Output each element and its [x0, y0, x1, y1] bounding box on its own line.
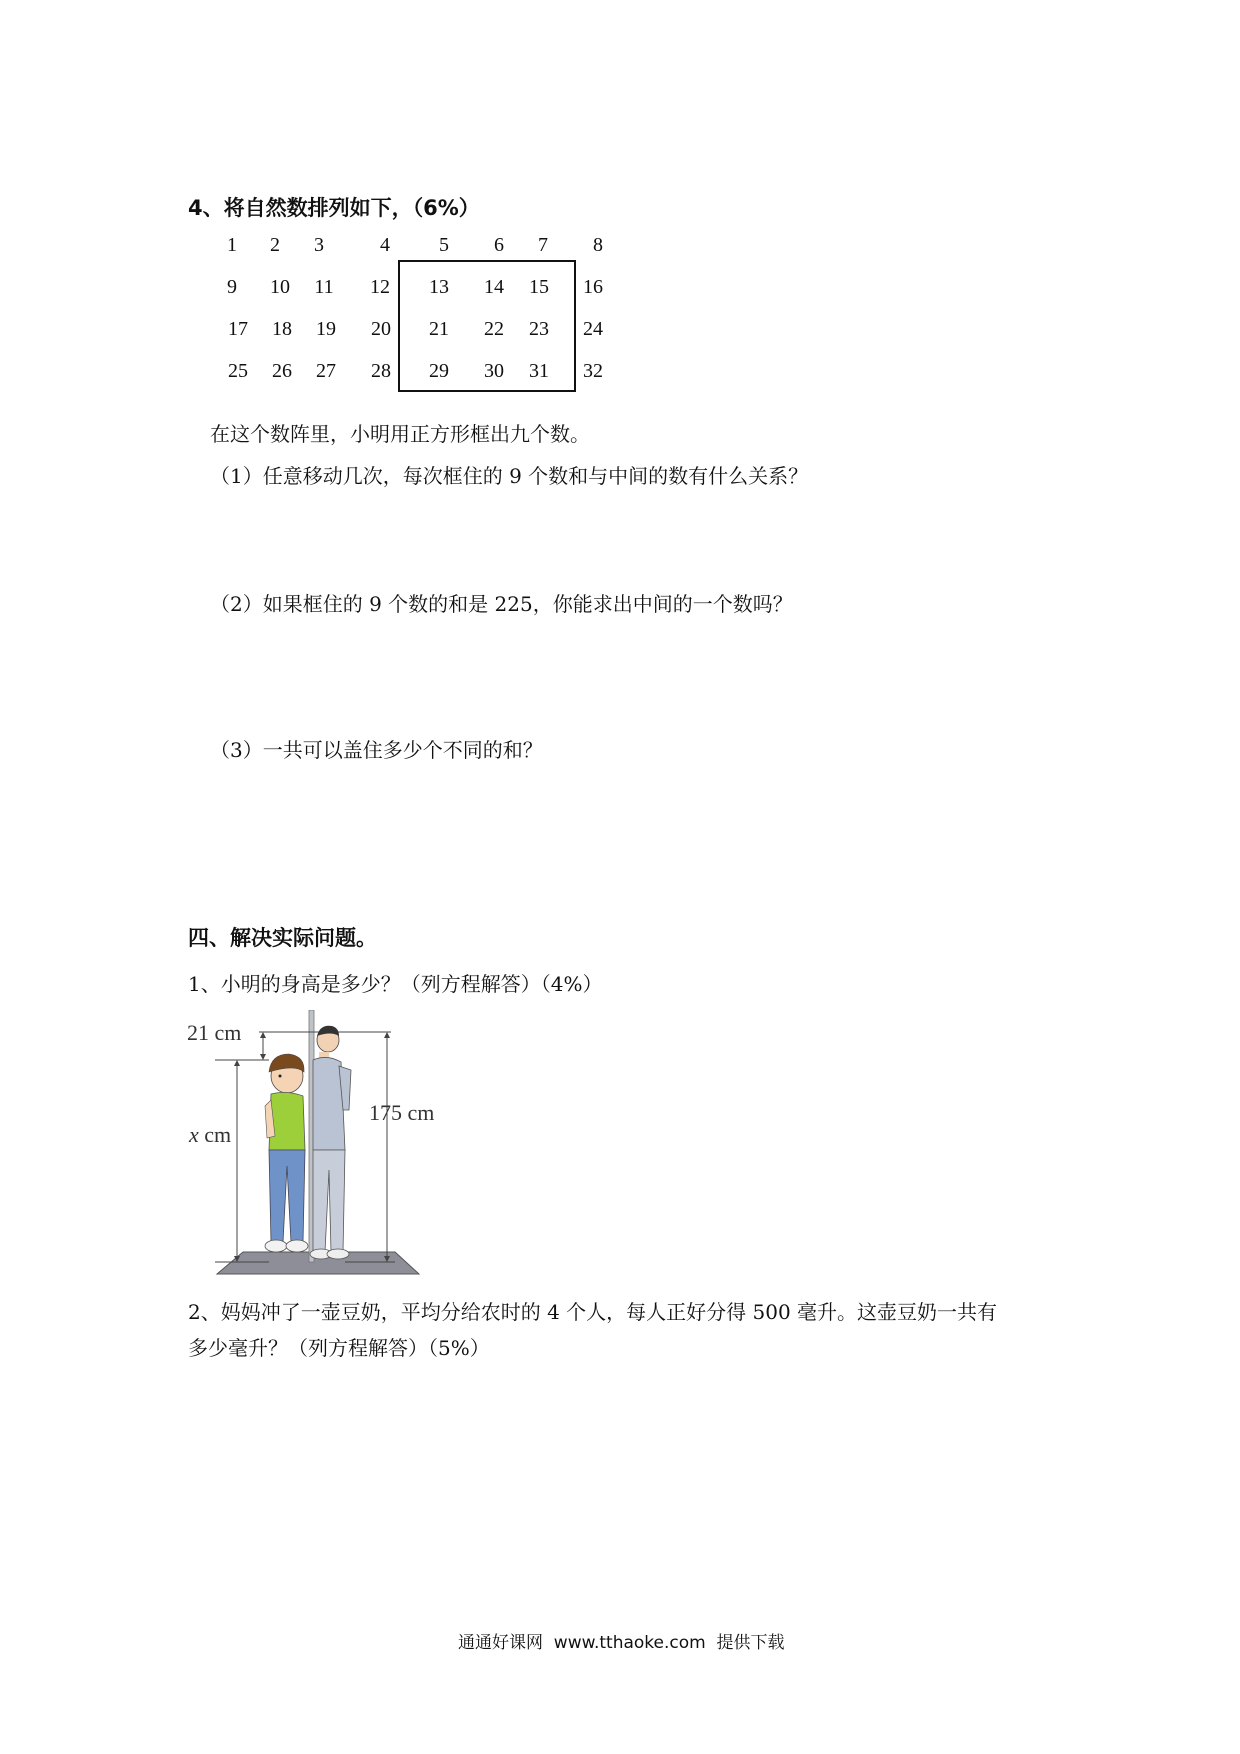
grid-cell: 21	[429, 318, 449, 340]
grid-cell: 4	[380, 234, 390, 256]
x-unit: cm	[198, 1122, 232, 1147]
height-illustration	[187, 1010, 465, 1280]
grid-cell: 31	[529, 360, 549, 382]
number-grid	[210, 230, 630, 400]
grid-cell: 20	[371, 318, 391, 340]
grid-cell: 24	[583, 318, 603, 340]
grid-cell: 2	[270, 234, 280, 256]
grid-cell: 10	[270, 276, 290, 298]
grid-cell: 16	[583, 276, 603, 298]
grid-cell: 5	[439, 234, 449, 256]
grid-cell: 17	[228, 318, 248, 340]
section4-title: 四、解决实际问题。	[188, 926, 377, 950]
grid-cell: 25	[228, 360, 248, 382]
grid-cell: 1	[227, 234, 237, 256]
grid-cell: 18	[272, 318, 292, 340]
grid-cell: 19	[316, 318, 336, 340]
section4-problem1: 1、小明的身高是多少？（列方程解答）（4%）	[188, 972, 603, 996]
height-figure-svg	[205, 1010, 465, 1280]
grid-cell: 11	[314, 276, 334, 298]
grid-cell: 29	[429, 360, 449, 382]
q4-sub1: （1）任意移动几次，每次框住的 9 个数和与中间的数有什么关系？	[210, 464, 809, 488]
grid-cell: 9	[227, 276, 237, 298]
grid-cell: 23	[529, 318, 549, 340]
grid-cell: 27	[316, 360, 336, 382]
grid-cell: 15	[529, 276, 549, 298]
label-x-cm	[189, 1122, 231, 1148]
q4-sub2: （2）如果框住的 9 个数的和是 225，你能求出中间的一个数吗？	[210, 592, 793, 616]
q4-title: 4、将自然数排列如下，（6%）	[188, 196, 480, 220]
q4-sub3: （3）一共可以盖住多少个不同的和？	[210, 738, 543, 762]
grid-cell: 8	[593, 234, 603, 256]
grid-cell: 22	[484, 318, 504, 340]
grid-cell: 6	[494, 234, 504, 256]
grid-cell: 28	[371, 360, 391, 382]
selection-frame	[398, 260, 576, 392]
footer-text: 通通好课网 www.tthaoke.com 提供下载	[458, 1633, 785, 1653]
section4-problem2-line2: 多少毫升？（列方程解答）（5%）	[188, 1336, 490, 1360]
label-175cm: 175 cm	[369, 1100, 435, 1125]
grid-cell: 3	[314, 234, 324, 256]
grid-cell: 14	[484, 276, 504, 298]
grid-cell: 13	[429, 276, 449, 298]
grid-cell: 7	[538, 234, 548, 256]
section4-problem2-line1: 2、妈妈冲了一壶豆奶，平均分给农时的 4 个人，每人正好分得 500 毫升。这壶豆奶一共有	[188, 1300, 998, 1324]
grid-cell: 30	[484, 360, 504, 382]
label-21cm: 21 cm	[187, 1020, 242, 1045]
grid-cell: 12	[370, 276, 390, 298]
grid-cell: 26	[272, 360, 292, 382]
q4-intro: 在这个数阵里，小明用正方形框出九个数。	[210, 422, 590, 446]
x-variable: x	[189, 1122, 199, 1147]
grid-cell: 32	[583, 360, 603, 382]
